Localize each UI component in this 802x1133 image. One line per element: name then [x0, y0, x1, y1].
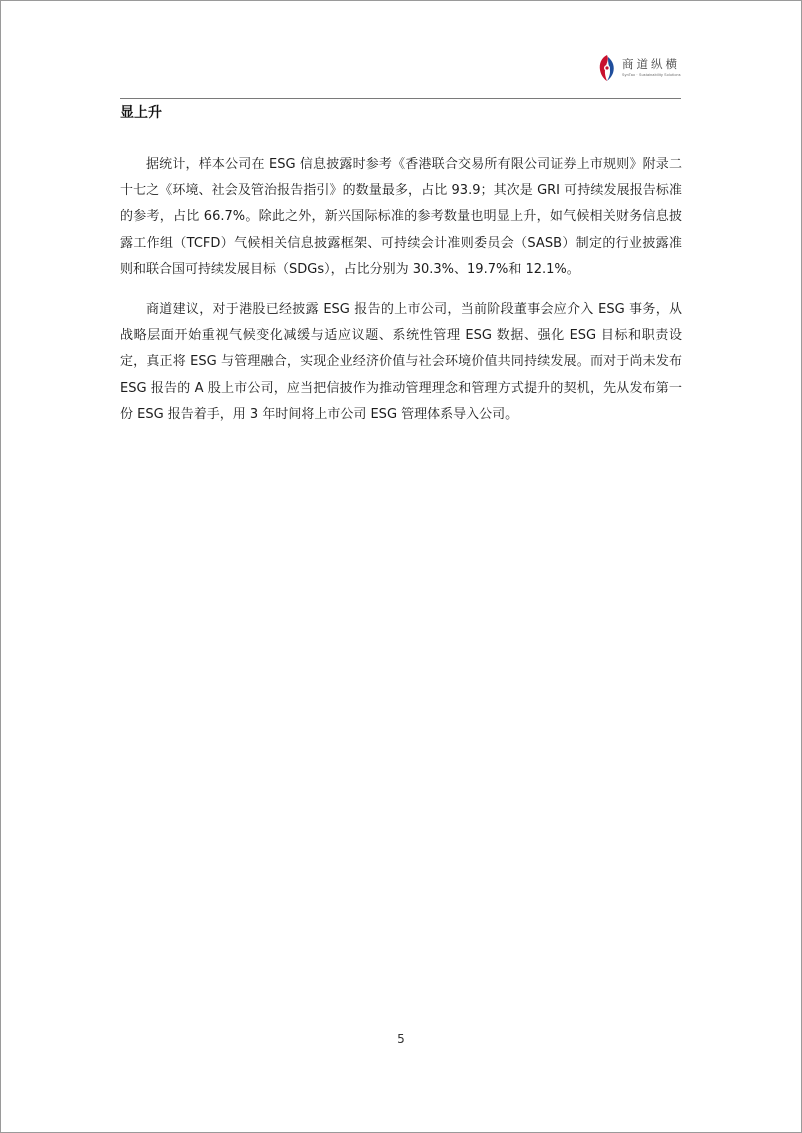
page-number: 5 — [397, 1032, 405, 1046]
section-heading: 显上升 — [120, 105, 162, 121]
logo-title: 商道纵横 — [622, 57, 680, 71]
logo-subtitle: SynTao · Sustainability Solutions — [622, 73, 681, 77]
paragraph-recommendation: 商道建议，对于港股已经披露 ESG 报告的上市公司，当前阶段董事会应介入 ESG 事务，从战略层面开始重视气候变化减缓与适应议题、系统性管理 ESG 数据、强化 ESG 目标和职责设定，真正将 ESG 与管理融合，实现企业经济价值与社会环境价值共同持续发展。而对于尚未发布 ESG 报告的 A 股上市公司，应当把信披作为推动管理理念和管理方式提升的契机，先从发布第一份 ESG 报告着手，用 3 年时间将上市公司 ESG 管理体系导入公司。 — [120, 302, 682, 422]
syntao-logo-icon — [596, 54, 618, 82]
header-logo — [596, 52, 686, 86]
header-divider — [120, 98, 681, 99]
paragraph-statistics: 据统计，样本公司在 ESG 信息披露时参考《香港联合交易所有限公司证券上市规则》附录二十七之《环境、社会及管治报告指引》的数量最多，占比 93.9；其次是 GRI 可持续发展报告标准的参考，占比 66.7%。除此之外，新兴国际标准的参考数量也明显上升，如气候相关财务信息披露工作组（TCFD）气候相关信息披露框架、可持续会计准则委员会（SASB）制定的行业披露准则和联合国可持续发展目标（SDGs），占比分别为 30.3%、19.7%和 12.1%。 — [120, 157, 682, 277]
